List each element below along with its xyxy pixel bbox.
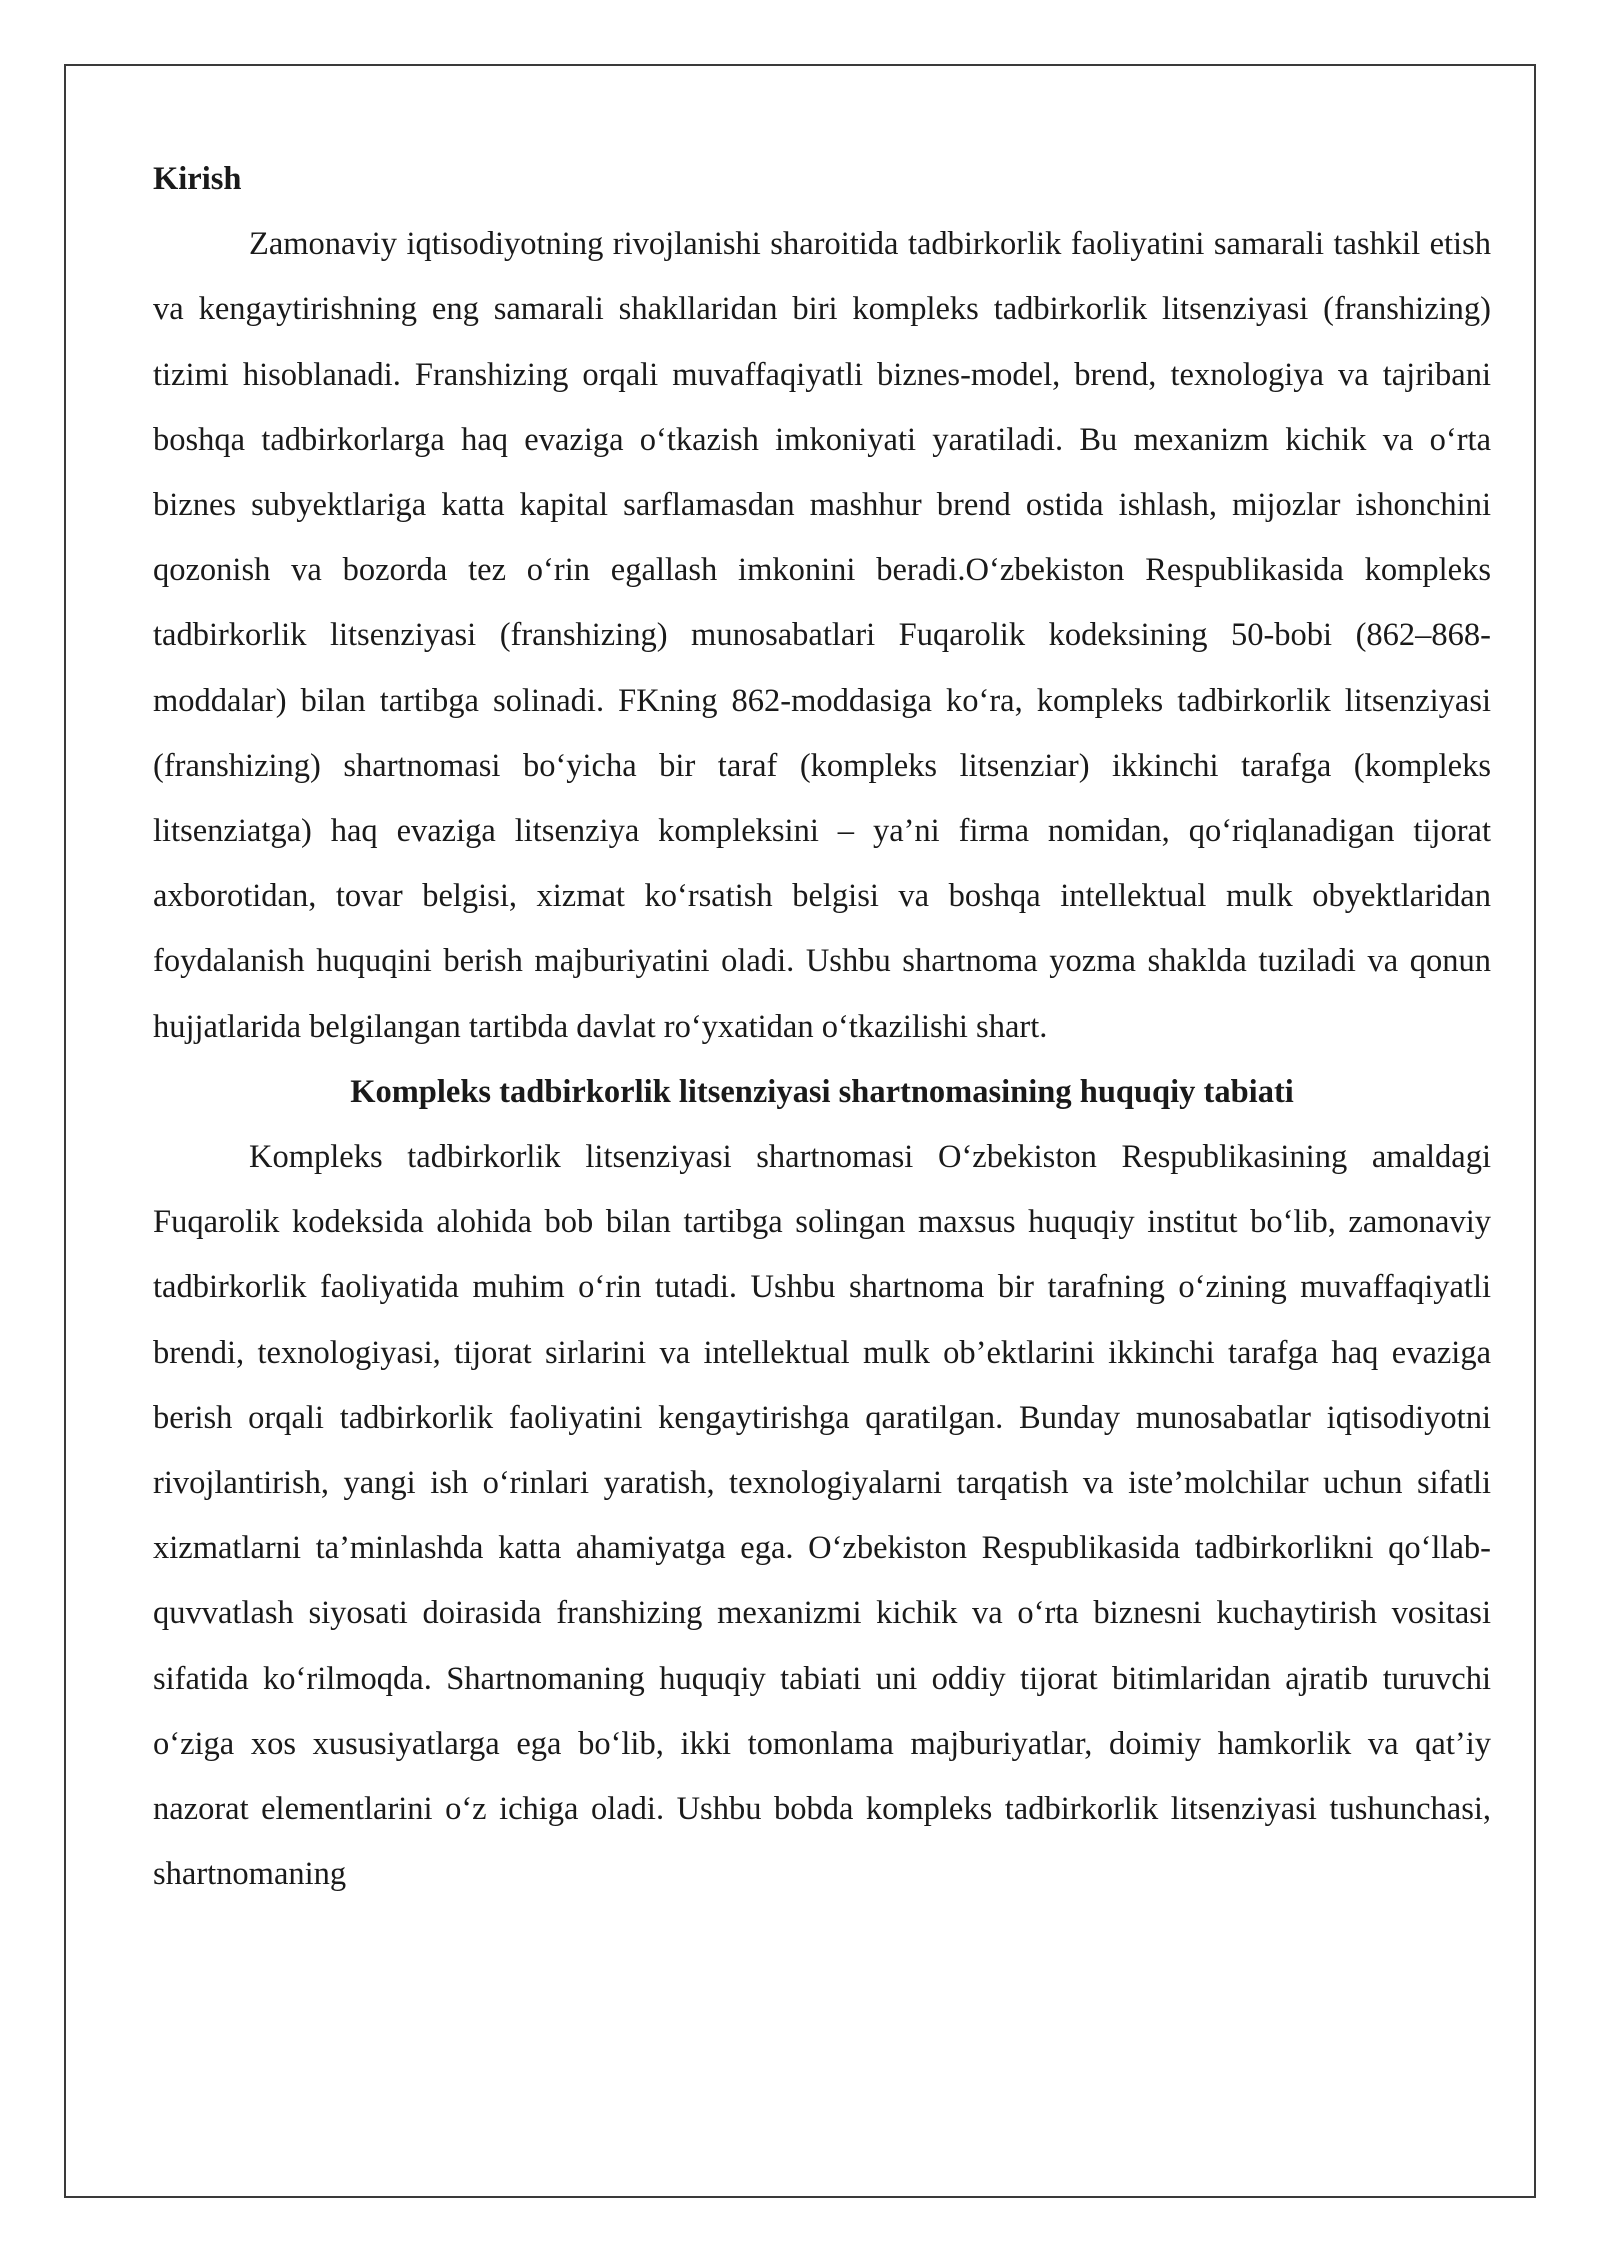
section-paragraph: Kompleks tadbirkorlik litsenziyasi shartnomasi Oʻzbekiston Respublikasining amaldagi Fuqarolik kodeksida alohida bob bilan tartibga solingan maxsus huquqiy institut boʻlib, zamonaviy tadbirkorlik faoliyatida muhim oʻrin tutadi. Ushbu shartnoma bir tarafning oʻzining muvaffaqiyatli brendi, texnologiyasi, tijorat sirlarini va intellektual mulk ob’ektlarini ikkinchi tarafga haq evaziga berish orqali tadbirkorlik faoliyatini kengaytirishga qaratilgan. Bunday munosabatlar iqtisodiyotni rivojlantirish, yangi ish oʻrinlari yaratish, texnologiyalarni tarqatish va iste’molchilar uchun sifatli xizmatlarni ta’minlashda katta ahamiyatga ega. Oʻzbekiston Respublikasida tadbirkorlikni qoʻllab-quvvatlash siyosati doirasida franshizing mexanizmi kichik va oʻrta biznesni kuchaytirish vositasi sifatida koʻrilmoqda. Shartnomaning huquqiy tabiati uni oddiy tijorat bitimlaridan ajratib turuvchi oʻziga xos xususiyatlarga ega boʻlib, ikki tomonlama majburiyatlar, doimiy hamkorlik va qat’iy nazorat elementlarini oʻz ichiga oladi. Ushbu bobda kompleks tadbirkorlik litsenziyasi tushunchasi, shartnomaning — [153, 1139, 1491, 1893]
intro-paragraph: Zamonaviy iqtisodiyotning rivojlanishi sharoitida tadbirkorlik faoliyatini samarali tashkil etish va kengaytirishning eng samarali shakllaridan biri kompleks tadbirkorlik litsenziyasi (franshizing) tizimi hisoblanadi. Franshizing orqali muvaffaqiyatli biznes-model, brend, texnologiya va tajribani boshqa tadbirkorlarga haq evaziga oʻtkazish imkoniyati yaratiladi. Bu mexanizm kichik va oʻrta biznes subyektlariga katta kapital sarflamasdan mashhur brend ostida ishlash, mijozlar ishonchini qozonish va bozorda tez oʻrin egallash imkonini beradi.Oʻzbekiston Respublikasida kompleks tadbirkorlik litsenziyasi (franshizing) munosabatlari Fuqarolik kodeksining 50-bobi (862–868-moddalar) bilan tartibga solinadi. FKning 862-moddasiga koʻra, kompleks tadbirkorlik litsenziyasi (franshizing) shartnomasi boʻyicha bir taraf (kompleks litsenziar) ikkinchi tarafga (kompleks litsenziatga) haq evaziga litsenziya kompleksini – ya’ni firma nomidan, qoʻriqlanadigan tijorat axborotidan, tovar belgisi, xizmat koʻrsatish belgisi va boshqa intellektual mulk obyektlaridan foydalanish huquqini berish majburiyatini oladi. Ushbu shartnoma yozma shaklda tuziladi va qonun hujjatlarida belgilangan tartibda davlat roʻyxatidan oʻtkazilishi shart. — [153, 226, 1491, 1045]
document-body — [153, 147, 1491, 1907]
intro-heading: Kirish — [153, 161, 242, 197]
section-heading: Kompleks tadbirkorlik litsenziyasi shartnomasining huquqiy tabiati — [350, 1073, 1294, 1110]
